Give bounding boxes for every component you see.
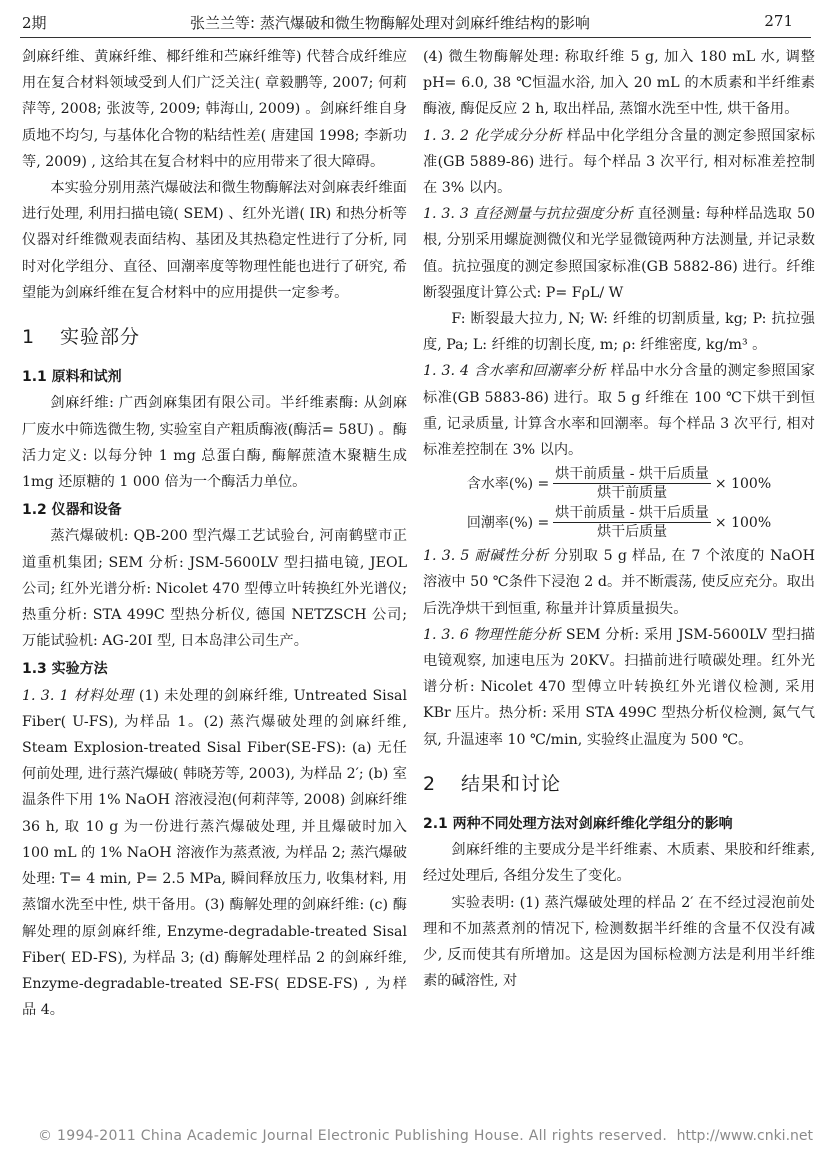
subsubsection-heading: 1. 3. 2 化学成分分析 [423, 127, 562, 144]
paragraph: 剑麻纤维、黄麻纤维、椰纤维和苎麻纤维等) 代替合成纤维应用在复合材料领域受到人们广泛关注( 章毅鹏等, 2007; 何莉萍等, 2008; 张波等, 2009; 韩海山, 2009) 。剑麻纤维自身质地不均匀, 与基体化合物的粘结性差( 唐建国 1998; 李新功等, 2009) , 这给其在复合材料中的应用带来了很大障碍。 [22, 49, 407, 170]
paragraph: 实验表明: (1) 蒸汽爆破处理的样品 2′ 在不经过浸泡前处理和不加蒸煮剂的情况下, 检测数据半纤维的含量不仅没有减少, 反而使其有所增加。这是因为国标检测方法是利用半纤维素的碱溶性, 对 [423, 894, 815, 990]
subsubsection-heading: 1. 3. 4 含水率和回潮率分析 [423, 363, 606, 380]
running-title: 张兰兰等: 蒸汽爆破和微生物酶解处理对剑麻纤维结构的影响 [190, 14, 590, 32]
right-column [423, 44, 815, 995]
section-number: 1 [22, 326, 36, 349]
section-title: 实验部分 [60, 326, 141, 349]
equation-moisture-content: 含水率(%) = $\frac{\text{烘干前质量 - 烘干后质量}}{\text{烘干前质量}}$ × 100% [466, 466, 772, 502]
page-footer [0, 1128, 833, 1170]
subsection-heading: 1.1 原料和试剂 [22, 369, 122, 386]
page-header [0, 0, 833, 38]
section-heading [423, 771, 815, 797]
section-heading [22, 324, 407, 350]
paragraph: 剑麻纤维的主要成分是半纤维素、木质素、果胶和纤维素, 经过处理后, 各组分发生了变化。 [423, 842, 815, 885]
paragraph: 1. 3. 1 材料处理 (1) 未处理的剑麻纤维, Untreated Sisal Fiber( U-FS), 为样品 1。(2) 蒸汽爆破处理的剑麻纤维, Steam Explosion-treated Sisal Fiber(SE-FS): (a) 无任何前处理, 进行蒸汽爆破( 韩晓芳等, 2003), 为样品 2′; (b) 室温条件下用 1% NaOH 溶液浸泡(何莉萍等, 2008) 剑麻纤维 36 h, 取 10 g 为一份进行蒸汽爆破处理, 并且爆破时加入 100 mL 的 1% NaOH 溶液作为蒸煮液, 为样品 2; 蒸汽爆破处理: T= 4 min, P= 2.5 MPa, 瞬间释放压力, 收集材料, 用蒸馏水洗至中性, 烘干备用。(3) 酶解处理的剑麻纤维: (c) 酶解处理的原剑麻纤维, Enzyme-degradable-treated Sisal Fiber( ED-FS), 为样品 3; (d) 酶解处理样品 2 的剑麻纤维, Enzyme-degradable-treated SE-FS( EDSE-FS) , 为样品 4。 [22, 687, 407, 1019]
equation-moisture-regain: 回潮率(%) = $\frac{\text{烘干前质量 - 烘干后质量}}{\text{烘干后质量}}$ × 100% [466, 505, 772, 541]
section-number: 2 [423, 772, 437, 795]
subsubsection-heading: 1. 3. 1 材料处理 [22, 687, 134, 704]
paragraph: 1. 3. 4 含水率和回潮率分析 样品中水分含量的测定参照国家标准(GB 5883-86) 进行。取 5 g 纤维在 100 ℃下烘干到恒重, 记录质量, 计算含水率和回潮率。每个样品 3 次平行, 相对标准差控制在 3% 以内。 [423, 363, 815, 459]
issue-number: 2期 [22, 14, 47, 32]
paragraph: 1. 3. 3 直径测量与抗拉强度分析 直径测量: 每种样品选取 50 根, 分别采用螺旋测微仪和光学显微镜两种方法测量, 并记录数值。抗拉强度的测定参照国家标准(GB 5882-86) 进行。纤维断裂强度计算公式: P= FρL/ W [423, 206, 815, 301]
website-link: http://www.cnki.net [676, 1128, 813, 1144]
paragraph: 本实验分别用蒸汽爆破法和微生物酶解法对剑麻表纤维面进行处理, 利用扫描电镜( SEM) 、红外光谱( IR) 和热分析等仪器对纤维微观表面结构、基团及其热稳定性进行了分析, 同时对化学组分、直径、回潮率度等物理性能也进行了研究, 希望能为剑麻纤维在复合材料中的应用提供一定参考。 [22, 180, 407, 301]
subsection-heading: 1.3 实验方法 [22, 661, 108, 678]
header-rule [20, 37, 811, 38]
paragraph: 1. 3. 5 耐碱性分析 分别取 5 g 样品, 在 7 个浓度的 NaOH 溶液中 50 ℃条件下浸泡 2 d。并不断震荡, 使反应充分。取出后洗净烘干到恒重, 称量并计算质量损失。 [423, 548, 815, 617]
section-title: 结果和讨论 [461, 772, 562, 795]
fraction: $\frac{\text{烘干前质量 - 烘干后质量}}{\text{烘干前质量}}$ [555, 466, 709, 502]
fraction: $\frac{\text{烘干前质量 - 烘干后质量}}{\text{烘干后质量}}$ [555, 505, 709, 541]
subsubsection-heading: 1. 3. 5 耐碱性分析 [423, 548, 549, 565]
copyright-notice: © 1994-2011 China Academic Journal Electronic Publishing House. All rights reserved. [38, 1128, 668, 1144]
subsubsection-heading: 1. 3. 3 直径测量与抗拉强度分析 [423, 206, 633, 223]
subsection-heading: 1.2 仪器和设备 [22, 502, 122, 519]
paragraph: 1. 3. 6 物理性能分析 SEM 分析: 采用 JSM-5600LV 型扫描电镜观察, 加速电压为 20KV。扫描前进行喷碳处理。红外光谱分析: Nicolet 470 型傅立叶转换红外光谱仪检测, 采用 KBr 压片。热分析: 采用 STA 499C 型热分析仪检测, 氮气气氛, 升温速率 10 ℃/min, 实验终止温度为 500 ℃。 [423, 626, 815, 748]
paragraph: (4) 微生物酶解处理: 称取纤维 5 g, 加入 180 mL 水, 调整 pH= 6.0, 38 ℃恒温水浴, 加入 20 mL 的木质素和半纤维素酶液, 酶促反应 2 h, 取出样品, 蒸馏水洗至中性, 烘干备用。 [423, 49, 815, 118]
paragraph: F: 断裂最大拉力, N; W: 纤维的切割质量, kg; P: 抗拉强度, Pa; L: 纤维的切割长度, m; ρ: 纤维密度, kg/m³ 。 [423, 311, 815, 354]
left-column [22, 44, 407, 1023]
page-number: 271 [764, 12, 793, 30]
paragraph: 1. 3. 2 化学成分分析 样品中化学组分含量的测定参照国家标准(GB 5889-86) 进行。每个样品 3 次平行, 相对标准差控制在 3% 以内。 [423, 127, 815, 197]
paragraph: 剑麻纤维: 广西剑麻集团有限公司。半纤维素酶: 从剑麻厂废水中筛选微生物, 实验室自产粗质酶液(酶活= 58U) 。酶活力定义: 以每分钟 1 mg 总蛋白酶, 酶解蔗渣木聚糖生成 1mg 还原糖的 1 000 倍为一个酶活力单位。 [22, 395, 407, 491]
subsection-heading: 2.1 两种不同处理方法对剑麻纤维化学组分的影响 [423, 816, 733, 833]
subsubsection-heading: 1. 3. 6 物理性能分析 [423, 626, 561, 643]
paragraph: 蒸汽爆破机: QB-200 型汽爆工艺试验台, 河南鹤壁市正道重机集团; SEM 分析: JSM-5600LV 型扫描电镜, JEOL 公司; 红外光谱分析: Nicolet 470 型傅立叶转换红外光谱仪; 热重分析: STA 499C 型热分析仪, 德国 NETZSCH 公司; 万能试验机: AG-20I 型, 日本岛津公司生产。 [22, 528, 407, 650]
